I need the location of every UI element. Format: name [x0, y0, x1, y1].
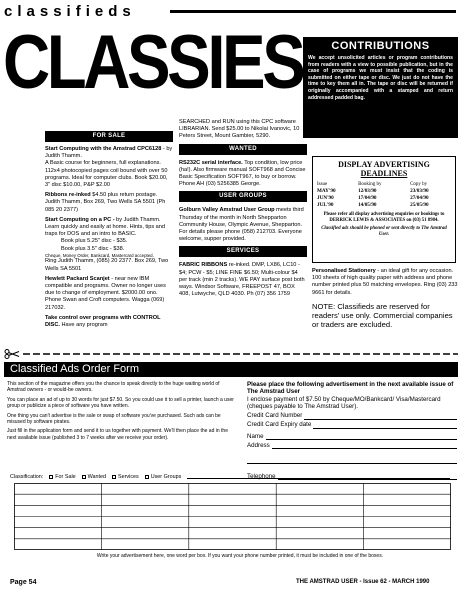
ad-text: by Judith Thamm. Learn quickly and easily at home. Hints, tips and traps for DOS and an intro to BASIC. [45, 216, 166, 238]
field-label: Credit Card Number [247, 412, 303, 420]
deadline-booking: 14/05/90 [358, 202, 377, 208]
ad-text: SEARCHED and RUN using this CPC software LIBRARIAN. Send $25.00 to Nikolai Ivanovic, 10 Peters Street, Mount Gambier, 5290. [179, 119, 300, 140]
name-field[interactable] [247, 433, 457, 440]
page-title: CLASSIES [3, 20, 303, 105]
ad-text: re-inked. DMP, LX86, LC10 - $4; PCW - $5; LINE FINE $6.50; Multi-colour $4 per track (min 2 tracks). WE PAY surface post both ways. Windsor Software, FREEPOST 47, BOX 408, Lutwyche, QLD 4030. Ph (07) 356 1759 [179, 262, 305, 298]
cut-line [3, 349, 458, 359]
order-form-title: Classified Ads Order Form [4, 362, 458, 377]
instruction-text: Just fill in the application form and send it to us together with payment. We'll then place the ad in the next available issue (published 3 to 7 weeks after we receive your order). [7, 428, 228, 441]
field-label: Telephone [247, 473, 276, 481]
ad-heading: Golburn Valley Amstrad User Group [179, 207, 275, 214]
ad-small-print: Cheque, Money Order, Bankcard, Mastercard accepted. [45, 252, 154, 258]
credit-card-number-field[interactable] [247, 412, 457, 419]
deadline-copy: 25/05/90 [410, 202, 429, 208]
option-label: User Groups [150, 474, 182, 480]
order-form-instructions [7, 381, 237, 444]
option-label: Wanted [87, 474, 107, 480]
checkbox-services[interactable] [112, 475, 116, 479]
section-label: classifieds [4, 3, 136, 20]
deadline-issue: MAY'90 [317, 188, 336, 194]
deadlines-note: Please refer all display advertising enquiries or bookings to DERRICK LEWIS & ASSOCIATES on (03) 51 8984. [323, 212, 445, 223]
deadline-booking: 12/03/90 [358, 188, 377, 194]
payment-text: I enclose payment of $7.50 by Cheque/MO/Bankcard/ Visa/Mastercard (cheques payable to The Amstrad User). [247, 395, 441, 411]
contributions-box [303, 37, 458, 138]
checkbox-for-sale[interactable] [49, 475, 53, 479]
credit-card-expiry-field[interactable] [247, 421, 457, 428]
deadlines-subtitle: DEADLINES [360, 169, 408, 178]
ad-heading: RS232C serial interface. [179, 159, 243, 166]
deadlines-table [317, 181, 451, 209]
contributions-heading: CONTRIBUTIONS [331, 40, 430, 52]
ad-contact: Ring Judith Thamm, (085) 20 2377. Box 269, Two Wells SA 5501 [45, 258, 169, 272]
ad-text: A Basic course for beginners, full explanations. 112x4 photocopied pages coil bound with over 50 programs. Ideal for computer clubs. Book $20.00, 3" disc $10.00, P&P $2.00 [45, 160, 168, 189]
deadlines-box [312, 156, 456, 263]
deadlines-title: DISPLAY ADVERTISING [338, 160, 430, 169]
ad-text: Top condition, low price (ha!). Also firmware manual SOFT968 and Concise Basic Specification SOFT967, to buy or borrow. Phone AH (03) 5256385 George. [179, 159, 306, 188]
grid-instructions: Write your advertisement here, one word per box. If you want your phone number printed, it must be included in one of the boxes. [96, 553, 384, 559]
for-sale-bar: FOR SALE [45, 131, 173, 142]
ad-text: - near new IBM compatible and programs. Owner no longer uses due to change of employment. $2000.00 ono. Phone Swan and Croft computers. Wagga (069) 217032. [45, 275, 166, 311]
checkbox-user-groups[interactable] [145, 475, 149, 479]
header-rule [170, 10, 456, 13]
field-label: Name [247, 432, 264, 440]
deadline-copy: 27/04/90 [410, 195, 429, 201]
deadlines-col-header: Booking by [358, 182, 382, 187]
address-field[interactable] [247, 442, 457, 449]
ad-price: Book plus 3.5" disc - $38. [61, 245, 125, 252]
column-for-sale [45, 131, 173, 332]
issue-line: THE AMSTRAD USER - Issue 62 - MARCH 1990 [296, 579, 430, 585]
user-groups-bar: USER GROUPS [179, 191, 307, 202]
deadline-copy: 23/03/90 [410, 188, 429, 194]
deadlines-col-header: Copy by [410, 182, 428, 187]
ad-heading: FABRIC RIBBONS [179, 262, 228, 269]
option-label: Services [118, 474, 139, 480]
scissors-icon [5, 350, 19, 359]
ad-heading: Start Computing with the Amstrad CPC6128 [45, 146, 162, 152]
contributions-text: We accept unsolicited articles or program contributions from readers with a view to possible publication, but in the case of programs we must insist that the coding is submitted on either tape or disc. We just do not have the time to key them all in. The tape or disc will be returned if originally accompanied with a stamped and return addressed padded bag. [308, 55, 453, 101]
order-form-fields [247, 381, 457, 480]
ad-heading: Ribbons re-inked [45, 192, 91, 199]
ad-text: meets third Thursday of the month in North Shepparton Community House, Olympic Avenue, Shepparton. For details please phone (058) 212703. Everyone welcome, supper provided. [179, 207, 304, 243]
ad-heading: Take control over programs with CONTROL DISC. [45, 314, 161, 329]
instruction-text: One thing you can't advertise is the sale or swap of software you've purchased. Such ads can be misused by software pirates. [7, 412, 221, 426]
ad-text: - an ideal gift for any occasion. 100 sheets of high quality paper with address and phone number printed plus 50 matching envelopes. Ring (03) 233 9661 for details. [312, 268, 458, 296]
field-label: Address [247, 441, 270, 449]
deadlines-col-header: Issue [317, 182, 328, 187]
classifieds-note: NOTE: Classifieds are reserved for readers' use only. Commercial companies or traders are excluded. [312, 301, 453, 329]
column-right [312, 268, 458, 332]
field-label: Credit Card Expiry date [247, 421, 312, 429]
ad-text: $4.50 plus return postage. Judith Thamm, Box 269, Two Wells SA 5501 (Ph 085 20 2377) [45, 192, 166, 213]
deadlines-note-classified: Classified ads should be phoned or sent directly to The Amstrad User. [321, 226, 447, 237]
instruction-text: This section of the magazine offers you the chance to speak directly to the huge waiting world of Amstrad owners - or would-be owners. [7, 381, 220, 394]
classification-row [10, 474, 450, 480]
address-line-2[interactable] [247, 458, 457, 464]
ad-text: Have any program [61, 322, 108, 329]
column-middle [179, 119, 307, 301]
ad-byline: - by Judith Thamm. [45, 146, 173, 160]
wanted-bar: WANTED [179, 144, 307, 155]
instruction-text: You can place an ad of up to 30 words for just $7.50. So you could use it to sell a printer, launch a user group or publicize a piece of software you have written. [7, 396, 234, 410]
checkbox-wanted[interactable] [82, 475, 86, 479]
table-row [317, 202, 451, 209]
ad-heading: Hewlett Packard Scanjet [45, 275, 110, 282]
table-row [317, 195, 451, 202]
order-form-request: Please place the following advertisement in the next available issue of The Amstrad User [247, 381, 454, 396]
ad-price: Book plus 5.25" disc - $35. [61, 238, 128, 245]
deadline-issue: JUL'90 [317, 202, 334, 208]
deadline-issue: JUN'90 [317, 195, 334, 201]
word-grid[interactable] [14, 483, 451, 550]
classification-label: Classification: [10, 474, 44, 480]
services-bar: SERVICES [179, 246, 307, 257]
table-row [317, 188, 451, 195]
ad-heading: Personalised Stationery [312, 268, 376, 274]
ad-heading: Start Computing on a PC - [45, 216, 115, 223]
deadline-booking: 17/04/90 [358, 195, 377, 201]
option-label: For Sale [55, 474, 76, 480]
page-number: Page 54 [10, 579, 37, 586]
